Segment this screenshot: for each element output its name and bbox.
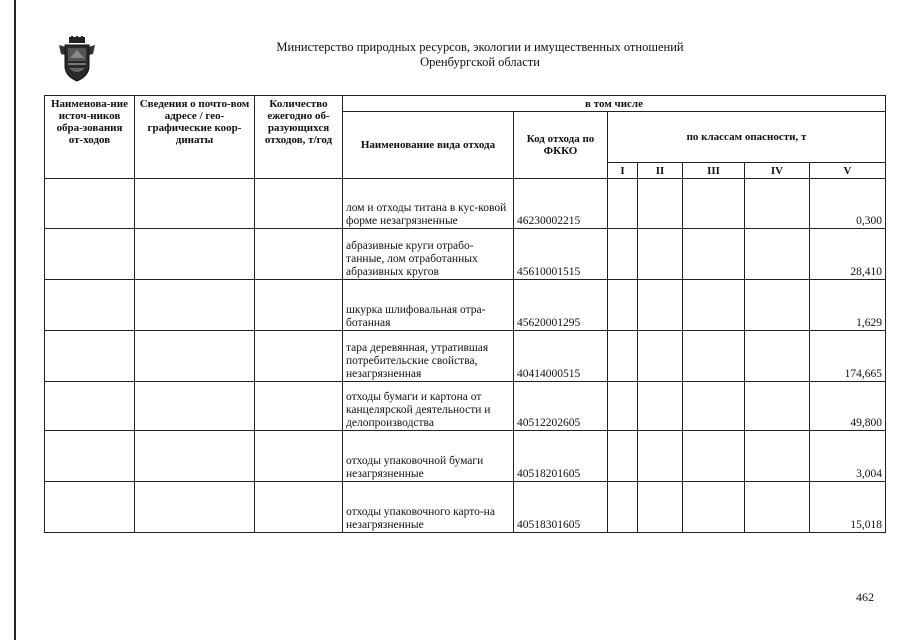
cell-address bbox=[135, 280, 255, 331]
cell-class-1 bbox=[608, 179, 638, 229]
binder-margin-line bbox=[14, 0, 16, 640]
cell-address bbox=[135, 179, 255, 229]
cell-fkko-code: 40518201605 bbox=[514, 431, 608, 482]
cell-address bbox=[135, 382, 255, 431]
cell-source bbox=[45, 280, 135, 331]
cell-class-1 bbox=[608, 280, 638, 331]
cell-quantity bbox=[255, 482, 343, 533]
cell-class-3 bbox=[683, 431, 745, 482]
cell-class-1 bbox=[608, 431, 638, 482]
cell-class-4 bbox=[745, 431, 810, 482]
header-class-4: IV bbox=[745, 163, 810, 179]
cell-class-2 bbox=[638, 382, 683, 431]
cell-class-5: 0,300 bbox=[810, 179, 886, 229]
cell-class-4 bbox=[745, 280, 810, 331]
cell-class-1 bbox=[608, 482, 638, 533]
cell-class-5: 28,410 bbox=[810, 229, 886, 280]
cell-fkko-code: 40518301605 bbox=[514, 482, 608, 533]
cell-quantity bbox=[255, 331, 343, 382]
cell-class-5: 1,629 bbox=[810, 280, 886, 331]
cell-waste-name: лом и отходы титана в кус-ковой форме незагрязненные bbox=[343, 179, 514, 229]
header-waste-name: Наименование вида отхода bbox=[343, 112, 514, 179]
cell-source bbox=[45, 382, 135, 431]
header-including: в том числе bbox=[343, 96, 886, 112]
table-row bbox=[45, 280, 886, 331]
cell-quantity bbox=[255, 382, 343, 431]
cell-waste-name: тара деревянная, утратившая потребительские свойства, незагрязненная bbox=[343, 331, 514, 382]
cell-class-2 bbox=[638, 482, 683, 533]
table-row bbox=[45, 382, 886, 431]
header-address: Сведения о почто-вом адресе / гео-графические коор-динаты bbox=[135, 96, 255, 179]
cell-fkko-code: 45610001515 bbox=[514, 229, 608, 280]
cell-waste-name: отходы упаковочной бумаги незагрязненные bbox=[343, 431, 514, 482]
header-class-2: II bbox=[638, 163, 683, 179]
cell-class-4 bbox=[745, 331, 810, 382]
cell-quantity bbox=[255, 229, 343, 280]
cell-class-4 bbox=[745, 179, 810, 229]
cell-fkko-code: 46230002215 bbox=[514, 179, 608, 229]
cell-waste-name: абразивные круги отрабо-танные, лом отработанных абразивных кругов bbox=[343, 229, 514, 280]
header-source-name: Наименова-ние источ-ников обра-зования от-ходов bbox=[45, 96, 135, 179]
cell-class-4 bbox=[745, 482, 810, 533]
header-class-3: III bbox=[683, 163, 745, 179]
cell-class-3 bbox=[683, 331, 745, 382]
cell-address bbox=[135, 229, 255, 280]
cell-class-3 bbox=[683, 382, 745, 431]
cell-class-3 bbox=[683, 280, 745, 331]
cell-class-2 bbox=[638, 331, 683, 382]
cell-class-3 bbox=[683, 179, 745, 229]
cell-class-5: 3,004 bbox=[810, 431, 886, 482]
cell-class-4 bbox=[745, 229, 810, 280]
cell-address bbox=[135, 482, 255, 533]
cell-class-4 bbox=[745, 382, 810, 431]
cell-fkko-code: 45620001295 bbox=[514, 280, 608, 331]
header-hazard-classes: по классам опасности, т bbox=[608, 112, 886, 163]
cell-class-5: 49,800 bbox=[810, 382, 886, 431]
table-row bbox=[45, 229, 886, 280]
cell-class-2 bbox=[638, 431, 683, 482]
header-fkko-code: Код отхода по ФККО bbox=[514, 112, 608, 179]
cell-class-3 bbox=[683, 229, 745, 280]
cell-address bbox=[135, 331, 255, 382]
cell-class-1 bbox=[608, 229, 638, 280]
cell-source bbox=[45, 482, 135, 533]
table-row bbox=[45, 431, 886, 482]
cell-source bbox=[45, 331, 135, 382]
cell-fkko-code: 40512202605 bbox=[514, 382, 608, 431]
header-class-1: I bbox=[608, 163, 638, 179]
cell-class-1 bbox=[608, 382, 638, 431]
coat-of-arms-icon bbox=[56, 36, 98, 82]
cell-waste-name: шкурка шлифовальная отра-ботанная bbox=[343, 280, 514, 331]
cell-class-1 bbox=[608, 331, 638, 382]
header-class-5: V bbox=[810, 163, 886, 179]
cell-waste-name: отходы упаковочного карто-на незагрязненные bbox=[343, 482, 514, 533]
table-row bbox=[45, 482, 886, 533]
cell-fkko-code: 40414000515 bbox=[514, 331, 608, 382]
cell-quantity bbox=[255, 179, 343, 229]
cell-class-3 bbox=[683, 482, 745, 533]
ministry-header-line1: Министерство природных ресурсов, экологии и имущественных отношений bbox=[276, 40, 684, 54]
cell-class-2 bbox=[638, 229, 683, 280]
page-number: 462 bbox=[856, 590, 874, 604]
cell-source bbox=[45, 431, 135, 482]
cell-class-5: 15,018 bbox=[810, 482, 886, 533]
cell-waste-name: отходы бумаги и картона от канцелярской деятельности и делопроизводства bbox=[343, 382, 514, 431]
table-row bbox=[45, 179, 886, 229]
cell-class-2 bbox=[638, 280, 683, 331]
cell-source bbox=[45, 179, 135, 229]
cell-source bbox=[45, 229, 135, 280]
ministry-header-line2: Оренбургской области bbox=[420, 55, 540, 69]
cell-quantity bbox=[255, 280, 343, 331]
cell-class-5: 174,665 bbox=[810, 331, 886, 382]
cell-class-2 bbox=[638, 179, 683, 229]
ministry-header bbox=[230, 40, 730, 70]
table-row bbox=[45, 331, 886, 382]
cell-quantity bbox=[255, 431, 343, 482]
waste-table bbox=[44, 95, 886, 533]
cell-address bbox=[135, 431, 255, 482]
header-quantity: Количество ежегодно об-разующихся отходов, т/год bbox=[255, 96, 343, 179]
